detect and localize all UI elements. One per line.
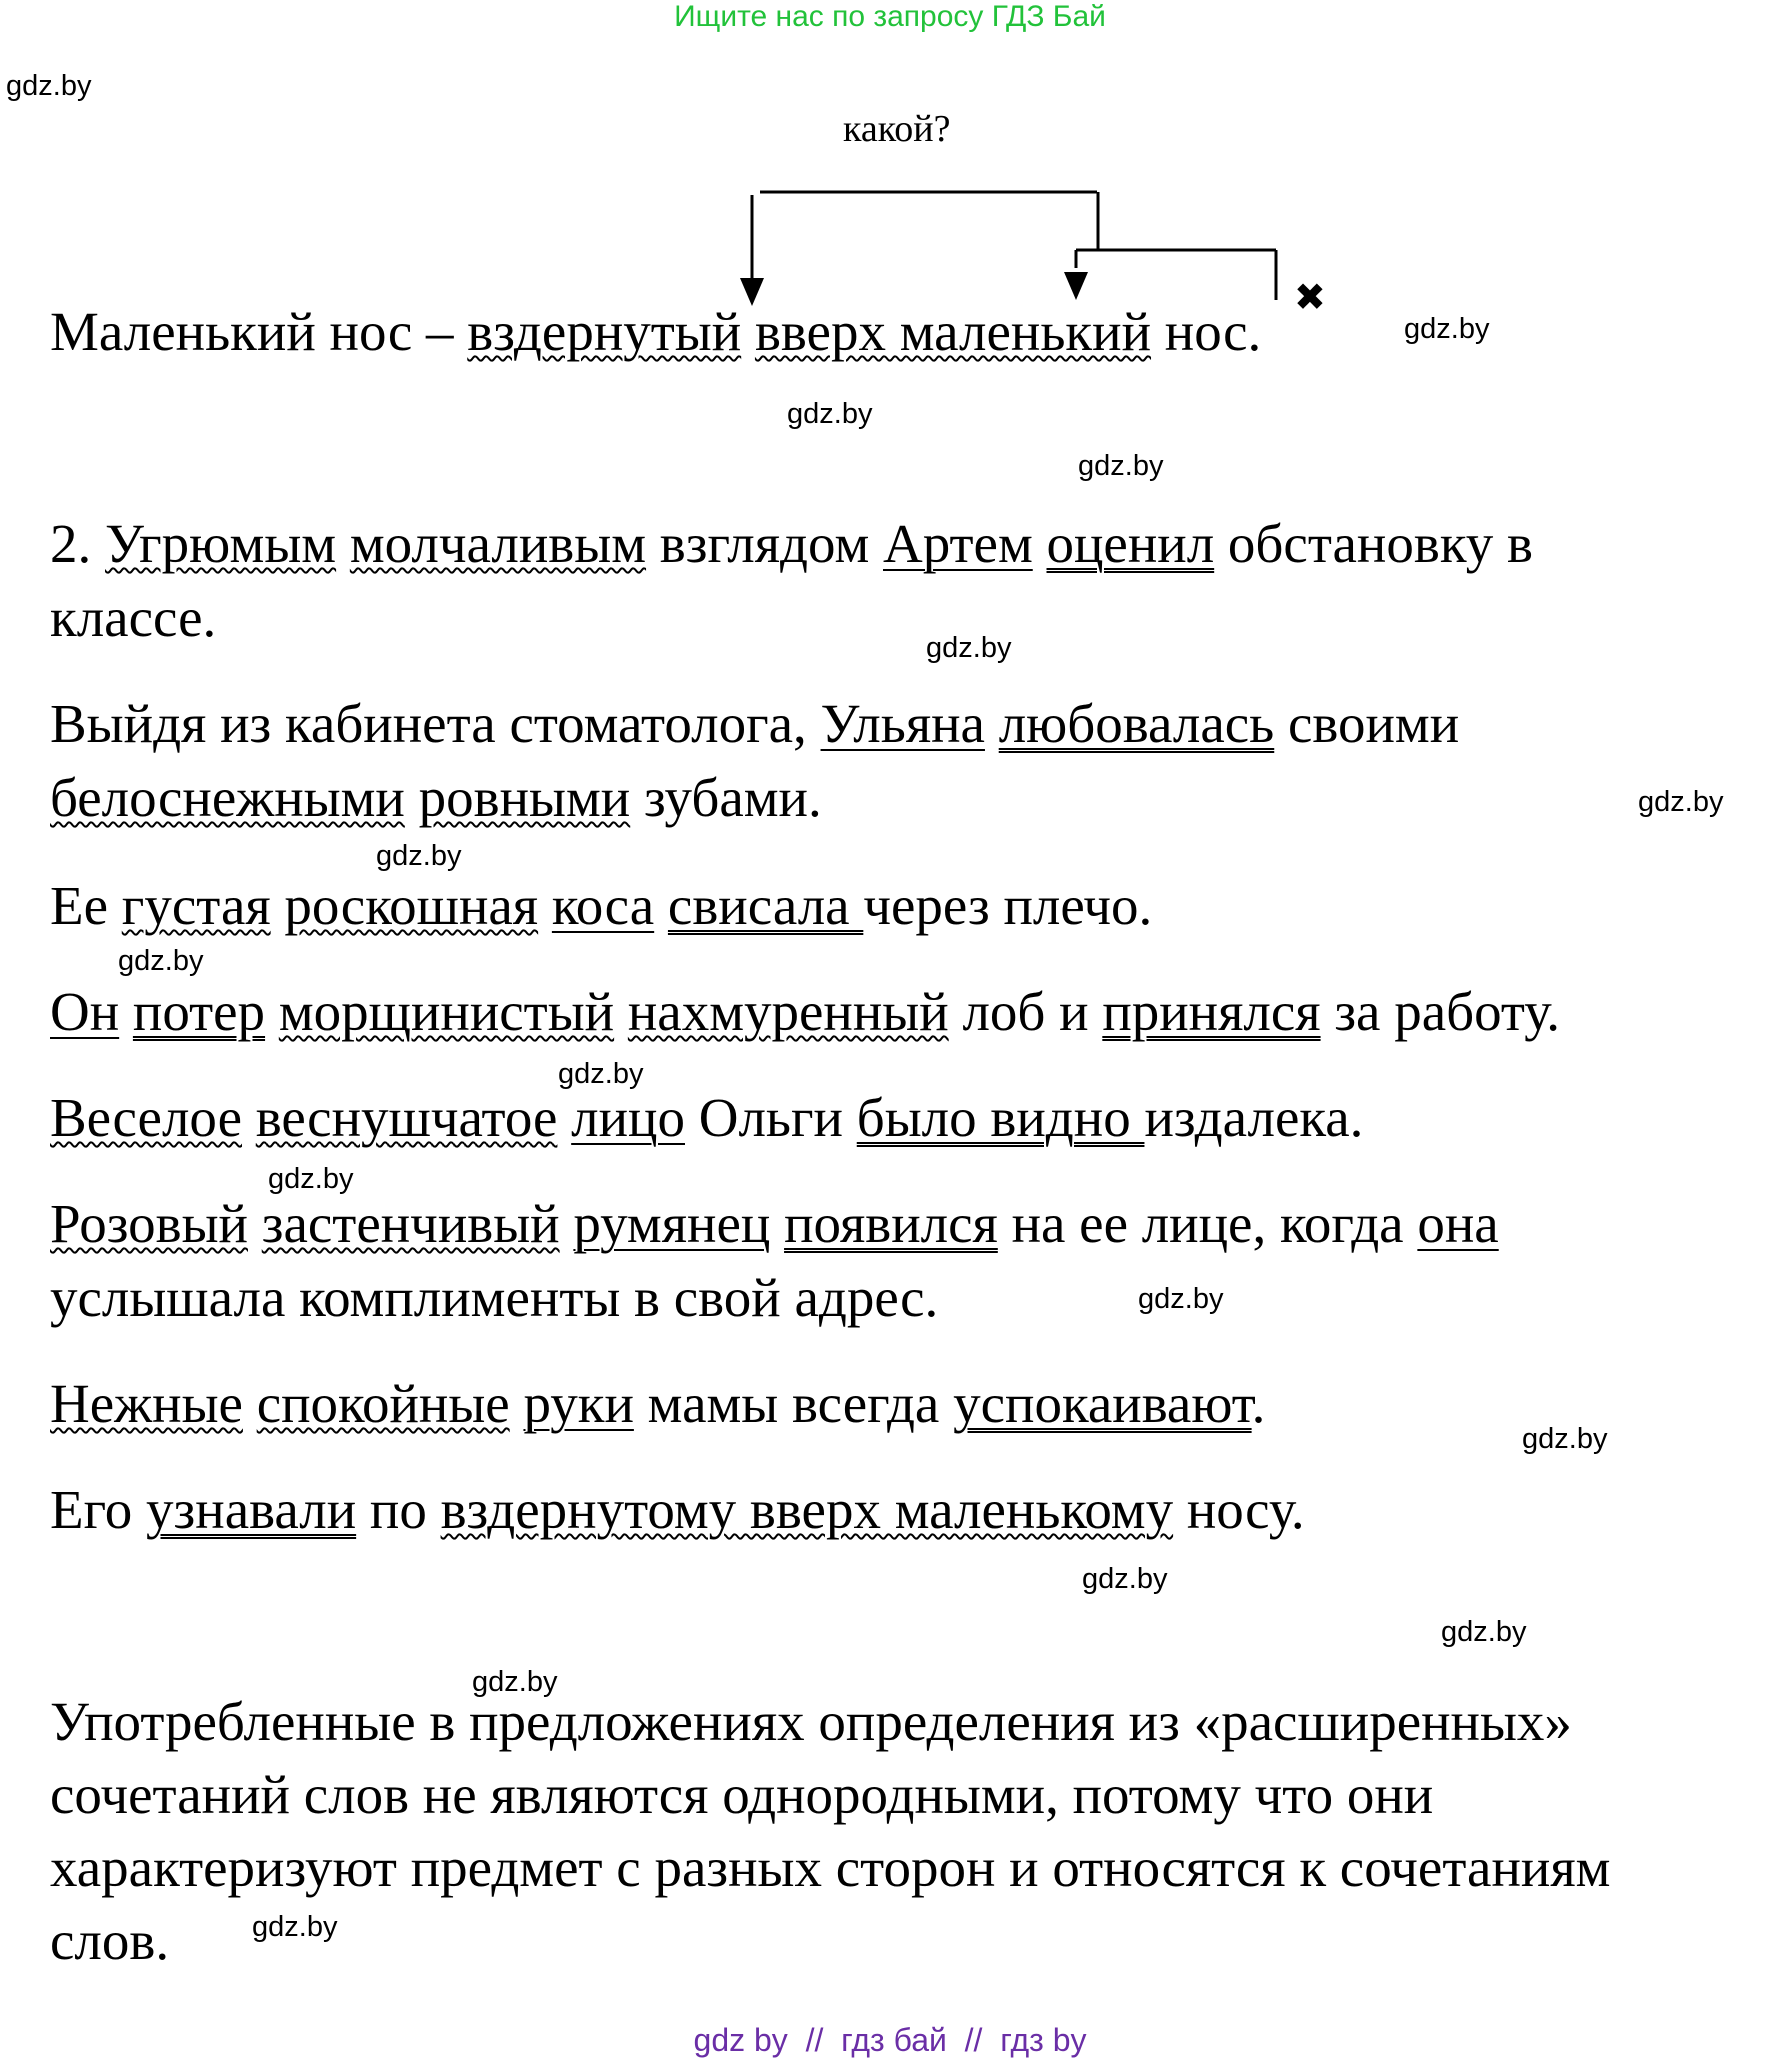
watermark: gdz.by: [926, 632, 1012, 664]
conclusion-line-4: слов.: [50, 1910, 170, 1971]
sentence-3: Выйдя из кабинета стоматолога, Ульяна любовалась своими: [50, 693, 1460, 754]
watermark: gdz.by: [1404, 313, 1490, 345]
sentence-9: Его узнавали по вздернутому вверх маленькому носу.: [50, 1479, 1305, 1540]
conclusion-line-1: Употребленные в предложениях определения из «расширенных»: [50, 1691, 1572, 1752]
watermark: gdz.by: [558, 1058, 644, 1090]
sentence-8: Нежные спокойные руки мамы всегда успокаивают.: [50, 1373, 1266, 1434]
watermark: gdz.by: [268, 1163, 354, 1195]
watermark: gdz.by: [118, 945, 204, 977]
sentence-2: 2. Угрюмым молчаливым взглядом Артем оценил обстановку в: [50, 513, 1533, 574]
diagram-question: какой?: [843, 108, 951, 150]
watermark: gdz.by: [1082, 1563, 1168, 1595]
sentence-7: Розовый застенчивый румянец появился на ее лице, когда она: [50, 1193, 1499, 1254]
conclusion-line-2: сочетаний слов не являются однородными, потому что они: [50, 1764, 1434, 1825]
sentence-5: Он потер морщинистый нахмуренный лоб и принялся за работу.: [50, 981, 1560, 1042]
watermark: gdz.by: [1078, 450, 1164, 482]
watermark: gdz.by: [787, 398, 873, 430]
sentence-3-cont: белоснежными ровными зубами.: [50, 767, 822, 828]
watermark: gdz.by: [376, 840, 462, 872]
cross-mark-icon: ✖: [1294, 275, 1326, 319]
conclusion-line-3: характеризуют предмет с разных сторон и относятся к сочетаниям: [50, 1837, 1611, 1898]
sentence-6: Веселое веснушчатое лицо Ольги было видно издалека.: [50, 1087, 1364, 1148]
watermark: gdz.by: [1522, 1423, 1608, 1455]
sentence-2-cont: классе.: [50, 587, 217, 648]
watermark: gdz.by: [472, 1666, 558, 1698]
footer-links: gdz by // гдз бай // гдз by: [693, 2022, 1087, 2058]
watermark: gdz.by: [1441, 1616, 1527, 1648]
sentence-1: Маленький нос – вздернутый вверх маленький нос.: [50, 301, 1262, 362]
watermark: gdz.by: [1638, 786, 1724, 818]
watermark: gdz.by: [1138, 1283, 1224, 1315]
watermark: gdz.by: [252, 1911, 338, 1943]
top-banner: Ищите нас по запросу ГДЗ Бай: [674, 0, 1106, 33]
watermark: gdz.by: [6, 70, 92, 102]
sentence-4: Ее густая роскошная коса свисала через плечо.: [50, 875, 1153, 936]
sentence-7-cont: услышала комплименты в свой адрес.: [50, 1267, 939, 1328]
